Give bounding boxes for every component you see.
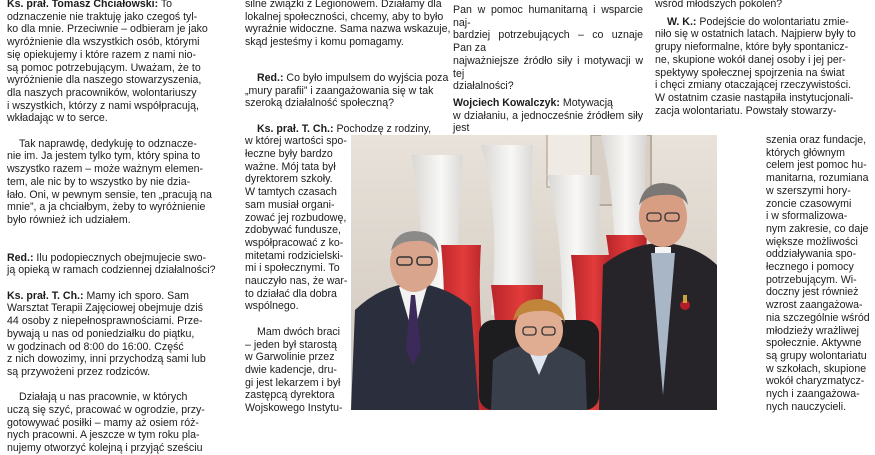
answer — [7, 290, 220, 379]
answer — [655, 16, 870, 118]
paragraph — [7, 0, 220, 125]
paragraph: szenia oraz fundacje, których głównym celem jest pomoc hu- manitarna, rozumiana w szerszymi hory- zoncie czasowymi i w sformalizowa- nym zakresie, co daje większe możliwości oddziaływania spo- łecznego i pomocy potrzebującym. Wi- doczny jest również wzrost zaangażowa- nia szczególnie wśród młodzieży wrażliwej społecznie. Aktywne są grupy wolontariatu w szkołach, skupione wokół charyzmatycz- nych i zaangażowa- nych nauczycieli. — [766, 134, 870, 413]
paragraph: Tak naprawdę, dedykuję to odznacze- nie im. Ja jestem tylko tym, który spina to wszystko razem – może ważnym elemen- tem, ale nic by to wszystko by nie dzia- łało. Oni, w pewnym sensie, ten „pracują na mnie”, a ja chciałbym, żeby to wyróżnienie było również ich udziałem. — [7, 137, 212, 226]
paragraph: silne związki z Legionowem. Działamy dla lokalnej społeczności, chcemy, aby to było wyraźnie widoczne. Sama nazwa wskazuje, skąd jesteśmy i komu pomagamy. — [245, 0, 451, 49]
question-text: Ilu podopiecznych obejmujecie swo- ją opieką w ramach codziennej działalności? — [7, 251, 216, 277]
paragraph: Działają u nas pracownie, w których uczą się szyć, pracować w ogrodzie, przy- gotowywać posiłki – mamy aż osiem róż- nych pracowni. A jeszcze w tym roku pla- nujemy otworzyć kolejną i przyjąć sześciu — [7, 391, 205, 455]
question-text: Co było impulsem do wyjścia poza „mury parafii” i zaangażowania się w tak szeroką działalność społeczną? — [245, 71, 449, 110]
column-4 — [655, 0, 870, 117]
paragraph: Mam dwóch braci – jeden był starostą w Garwolinie przez dwie kadencje, dru- gi jest lekarzem i był zastępcą dyrektora Wojskowego Instytu- — [245, 325, 343, 415]
speaker-label: W. K.: — [667, 15, 697, 28]
column-4-narrow — [766, 134, 870, 413]
question-text: Pan w pomoc humanitarną i wsparcie naj- bardziej potrzebujących – co uznaje Pan za najważniejsze źródło siły i motywacji w tej działalności? — [453, 4, 643, 93]
answer-text: Mamy ich sporo. Sam Warsztat Terapii Zajęciowej obejmuje dziś 44 osoby z niepełnosprawnościami. Prze- bywają u nas od poniedziałku do piątku, w godzinach od 8:00 do 16:00. Część z nich dowozimy, inni przychodzą sami lub są przywożeni przez rodziców. — [7, 289, 206, 378]
answer-text: Pochodzę z rodziny, w której wartości spo- łeczne były bardzo ważne. Mój tata był dyrektorem szkoły. W tamtych czasach sam musiał organi- zować jej rozbudowę, zdobywać fundusze, współpracować z ko- mitetami rodzicielski- mi i społecznymi. To nauczyło nas, że war- to działać dla dobra wspólnego. — [245, 122, 432, 313]
speaker-label: Ks. prał. T. Ch.: — [257, 122, 334, 135]
speaker-label: Ks. prał. T. Ch.: — [7, 289, 84, 302]
answer-text: Motywacją w działaniu, a jednocześnie źródłem siły jest — [453, 96, 643, 135]
answer-text: To odznaczenie nie traktuję jako czegoś tyl- ko dla mnie. Przeciwnie – odbieram je jako wyróżnienie dla wszystkich osób, którymi się opiekujemy i które razem z nami nio- są pomoc potrzebującym. Uważam, że to wyróżnienie dla naszego stowarzyszenia, dla naszych pracowników, wolontariuszy i wszystkich, którzy z nami współpracują, wkładając w to serce. — [7, 0, 208, 125]
speaker-label: Red.: — [257, 71, 284, 84]
answer-text: Podejście do wolontariatu zmie- niło się w ostatnich latach. Najpierw były to grupy nieformalne, które były spontanicz- ne, skupione wokół danej osoby i jej per- spektywy społecznej spojrzenia na świat i chęci zmiany otaczającej rzeczywistości. W ostatnim czasie nastąpiła instytucjonali- zacja wolontariatu. Powstały stowarzy- — [655, 15, 856, 117]
speaker-label: Ks. prał. Tomasz Chciałowski: — [7, 0, 159, 10]
photo-illustration — [351, 135, 717, 410]
question-text: wśród młodszych pokoleń? — [655, 0, 783, 10]
column-1 — [7, 0, 220, 455]
speaker-label: Red.: — [7, 251, 34, 264]
question — [245, 72, 455, 110]
photo-award-ceremony — [351, 135, 717, 410]
speaker-label: Wojciech Kowalczyk: — [453, 96, 560, 109]
question — [7, 252, 220, 277]
